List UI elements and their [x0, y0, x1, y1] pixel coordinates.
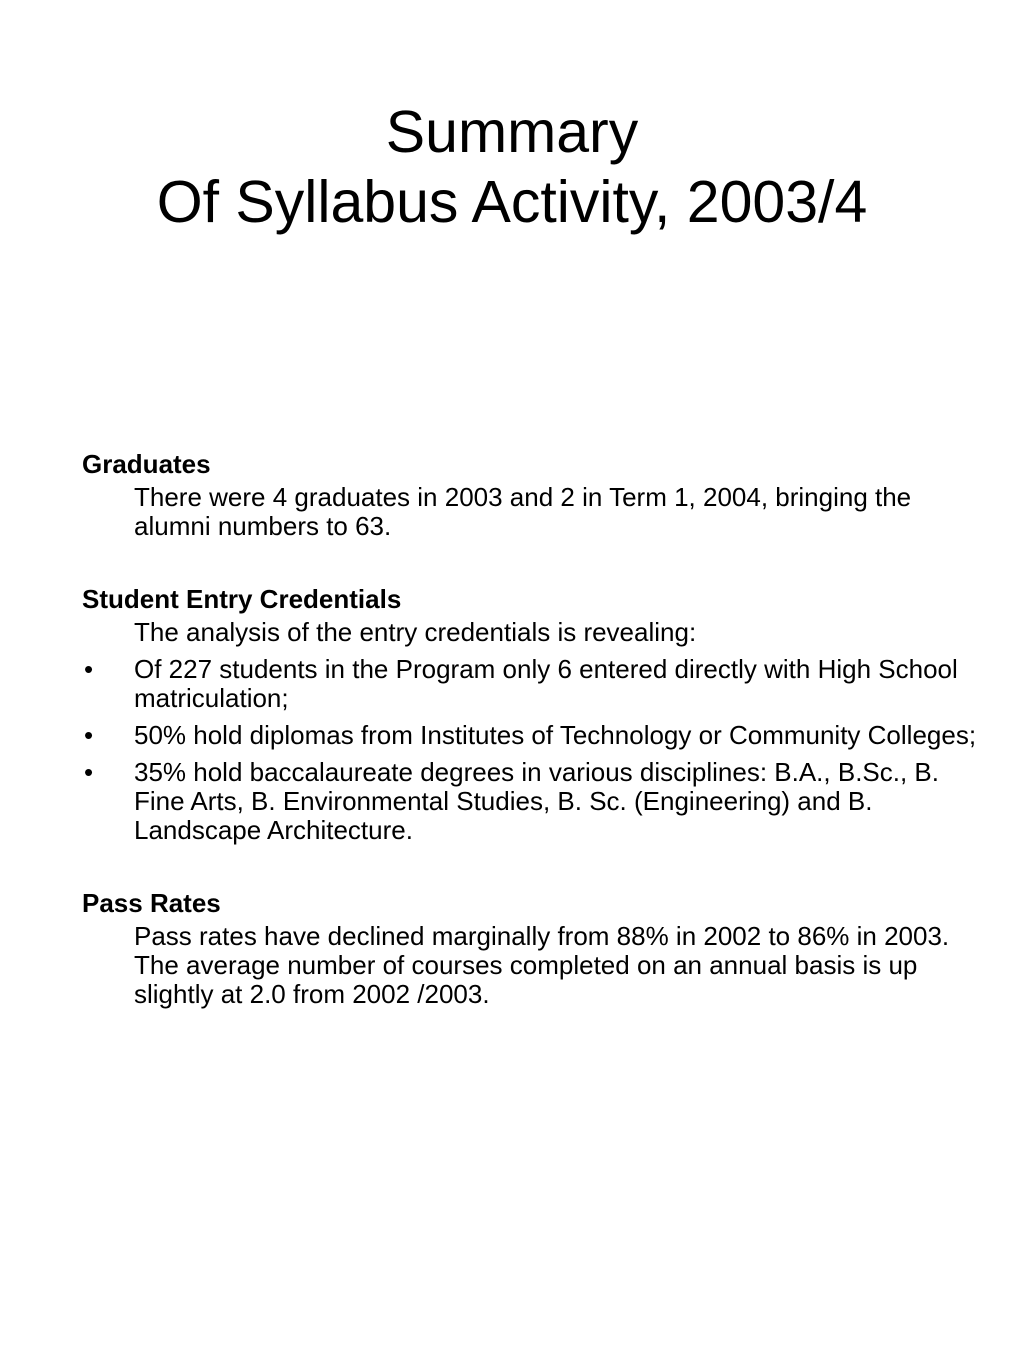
page-title — [0, 97, 1024, 237]
list-item — [82, 721, 982, 750]
list-item-text: 35% hold baccalaureate degrees in various disciplines: B.A., B.Sc., B. Fine Arts, B. Environmental Studies, B. Sc. (Engineering) and B. Landscape Architecture. — [134, 757, 939, 845]
bullet-list — [82, 655, 982, 845]
bullet-icon: • — [84, 757, 94, 787]
section-entry-credentials — [82, 585, 982, 845]
list-item-text: 50% hold diplomas from Institutes of Technology or Community Colleges; — [134, 720, 977, 750]
title-line-1: Summary — [385, 99, 639, 165]
section-heading: Pass Rates — [82, 888, 221, 918]
list-item — [82, 655, 982, 713]
list-item — [82, 758, 982, 845]
section-heading: Graduates — [82, 449, 211, 479]
section-paragraph: The analysis of the entry credentials is revealing: — [134, 617, 697, 647]
section-pass-rates — [82, 889, 982, 1009]
bullet-icon: • — [84, 654, 94, 684]
list-item-text: Of 227 students in the Program only 6 entered directly with High School matriculation; — [134, 654, 958, 713]
title-line-2: Of Syllabus Activity, 2003/4 — [156, 169, 868, 235]
section-graduates — [82, 450, 982, 541]
document-body — [82, 450, 982, 1009]
bullet-icon: • — [84, 720, 94, 750]
section-paragraph: Pass rates have declined marginally from 88% in 2002 to 86% in 2003. The average number of courses completed on an annual basis is up slightly at 2.0 from 2002 /2003. — [134, 921, 950, 1009]
section-paragraph: There were 4 graduates in 2003 and 2 in Term 1, 2004, bringing the alumni numbers to 63. — [134, 482, 912, 541]
section-heading: Student Entry Credentials — [82, 584, 402, 614]
